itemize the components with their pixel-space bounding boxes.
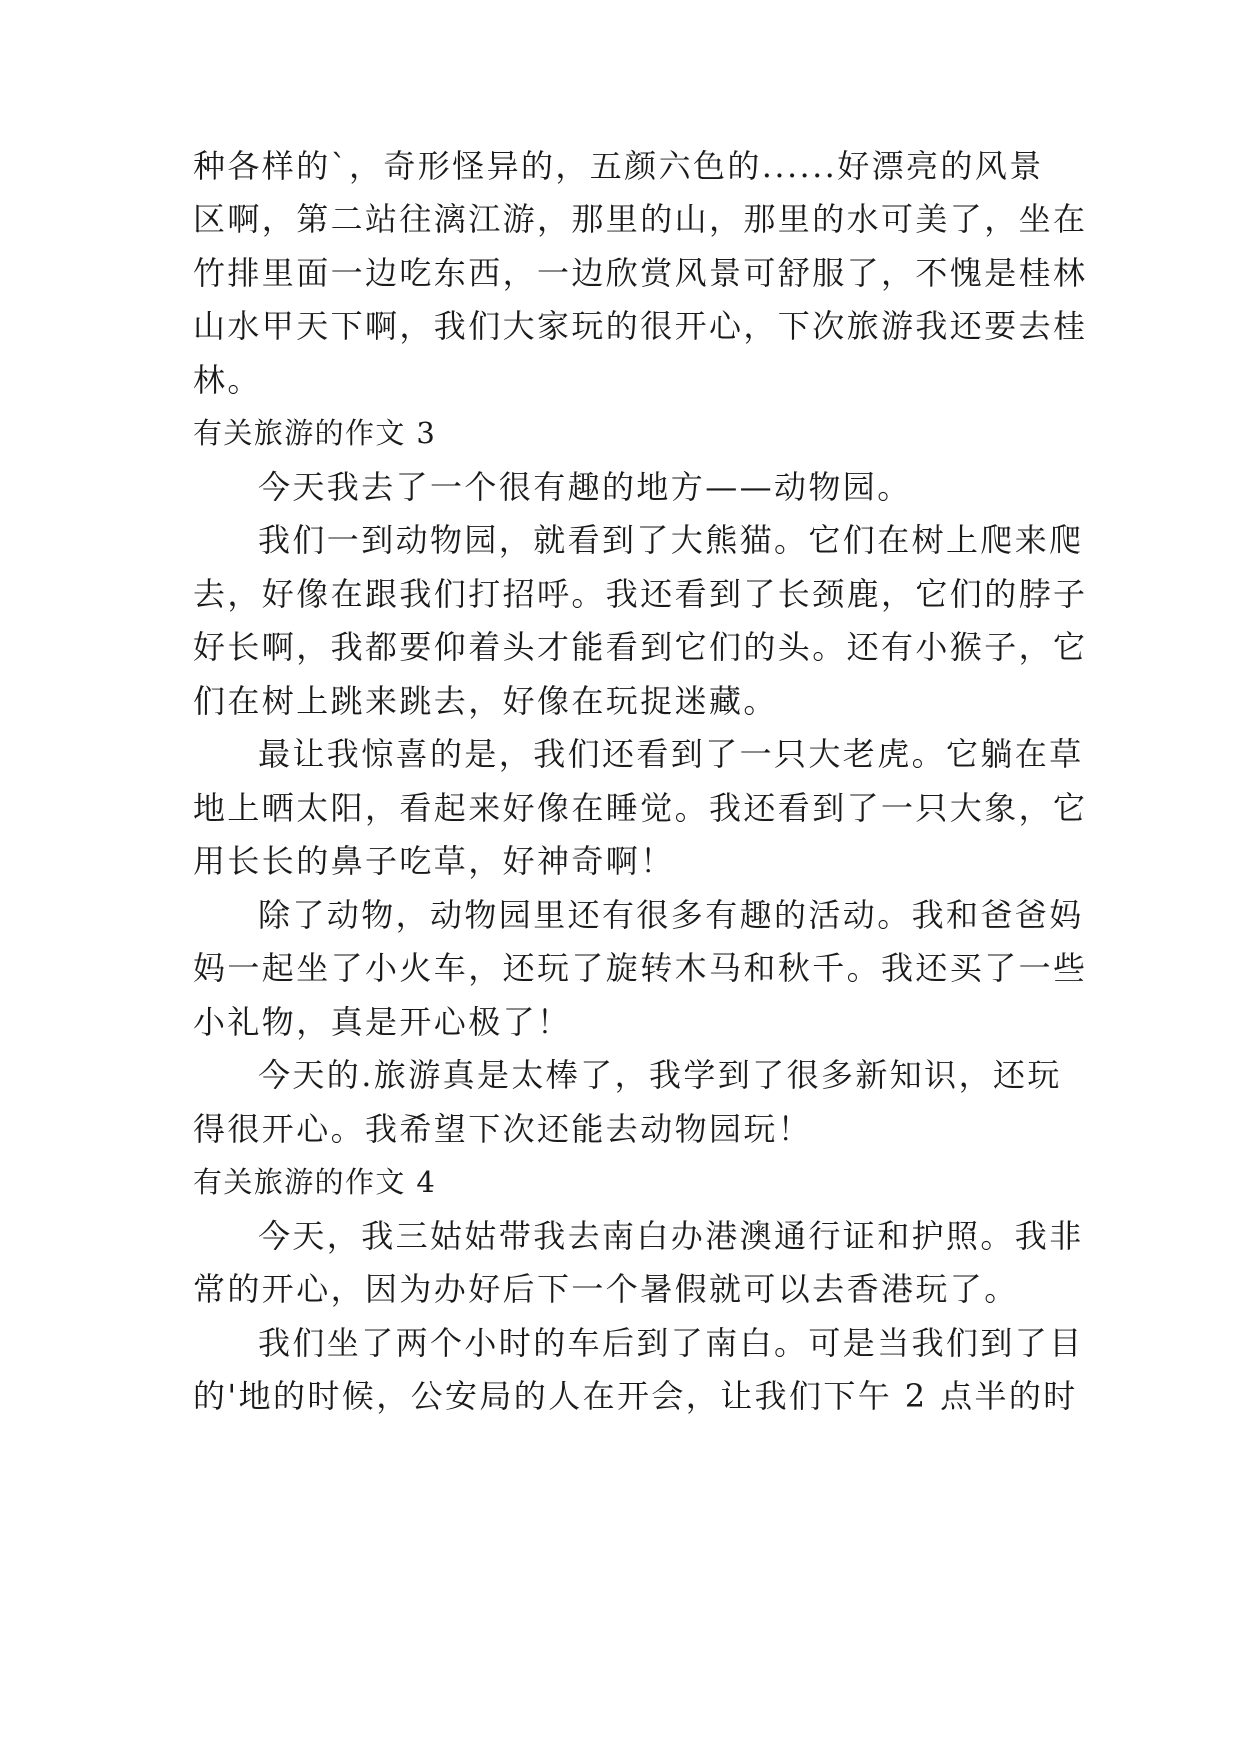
- text-line: 山水甲天下啊，我们大家玩的很开心，下次旅游我还要去桂: [193, 307, 1088, 345]
- text-line: 林。: [193, 361, 262, 399]
- section-heading: 有关旅游的作文 3: [193, 416, 437, 450]
- text-line: 地上晒太阳，看起来好像在睡觉。我还看到了一只大象，它: [193, 789, 1088, 827]
- text-line: 区啊，第二站往漓江游，那里的山，那里的水可美了，坐在: [193, 200, 1088, 238]
- paragraph-first-line: 今天，我三姑姑带我去南白办港澳通行证和护照。我非: [258, 1217, 1084, 1255]
- text-line: 好长啊，我都要仰着头才能看到它们的头。还有小猴子，它: [193, 628, 1088, 666]
- text-line: 去，好像在跟我们打招呼。我还看到了长颈鹿，它们的脖子: [193, 575, 1088, 613]
- section-heading: 有关旅游的作文 4: [193, 1165, 437, 1199]
- text-line: 种各样的`，奇形怪异的，五颜六色的......好漂亮的风景: [193, 147, 1044, 185]
- paragraph-first-line: 最让我惊喜的是，我们还看到了一只大老虎。它躺在草: [258, 735, 1084, 773]
- text-line: 的'地的时候，公安局的人在开会，让我们下午 2 点半的时: [193, 1377, 1078, 1415]
- text-line: 得很开心。我希望下次还能去动物园玩！: [193, 1110, 813, 1148]
- paragraph-first-line: 今天的.旅游真是太棒了，我学到了很多新知识，还玩: [258, 1056, 1062, 1094]
- paragraph-first-line: 我们一到动物园，就看到了大熊猫。它们在树上爬来爬: [258, 521, 1084, 559]
- text-line: 常的开心，因为办好后下一个暑假就可以去香港玩了。: [193, 1270, 1019, 1308]
- text-line: 竹排里面一边吃东西，一边欣赏风景可舒服了，不愧是桂林: [193, 254, 1088, 292]
- text-line: 们在树上跳来跳去，好像在玩捉迷藏。: [193, 682, 778, 720]
- paragraph-first-line: 今天我去了一个很有趣的地方——动物园。: [258, 468, 912, 506]
- text-line: 用长长的鼻子吃草，好神奇啊！: [193, 842, 675, 880]
- paragraph-first-line: 我们坐了两个小时的车后到了南白。可是当我们到了目: [258, 1324, 1084, 1362]
- text-line: 小礼物，真是开心极了！: [193, 1003, 572, 1041]
- paragraph-first-line: 除了动物，动物园里还有很多有趣的活动。我和爸爸妈: [258, 896, 1084, 934]
- text-line: 妈一起坐了小火车，还玩了旋转木马和秋千。我还买了一些: [193, 949, 1088, 987]
